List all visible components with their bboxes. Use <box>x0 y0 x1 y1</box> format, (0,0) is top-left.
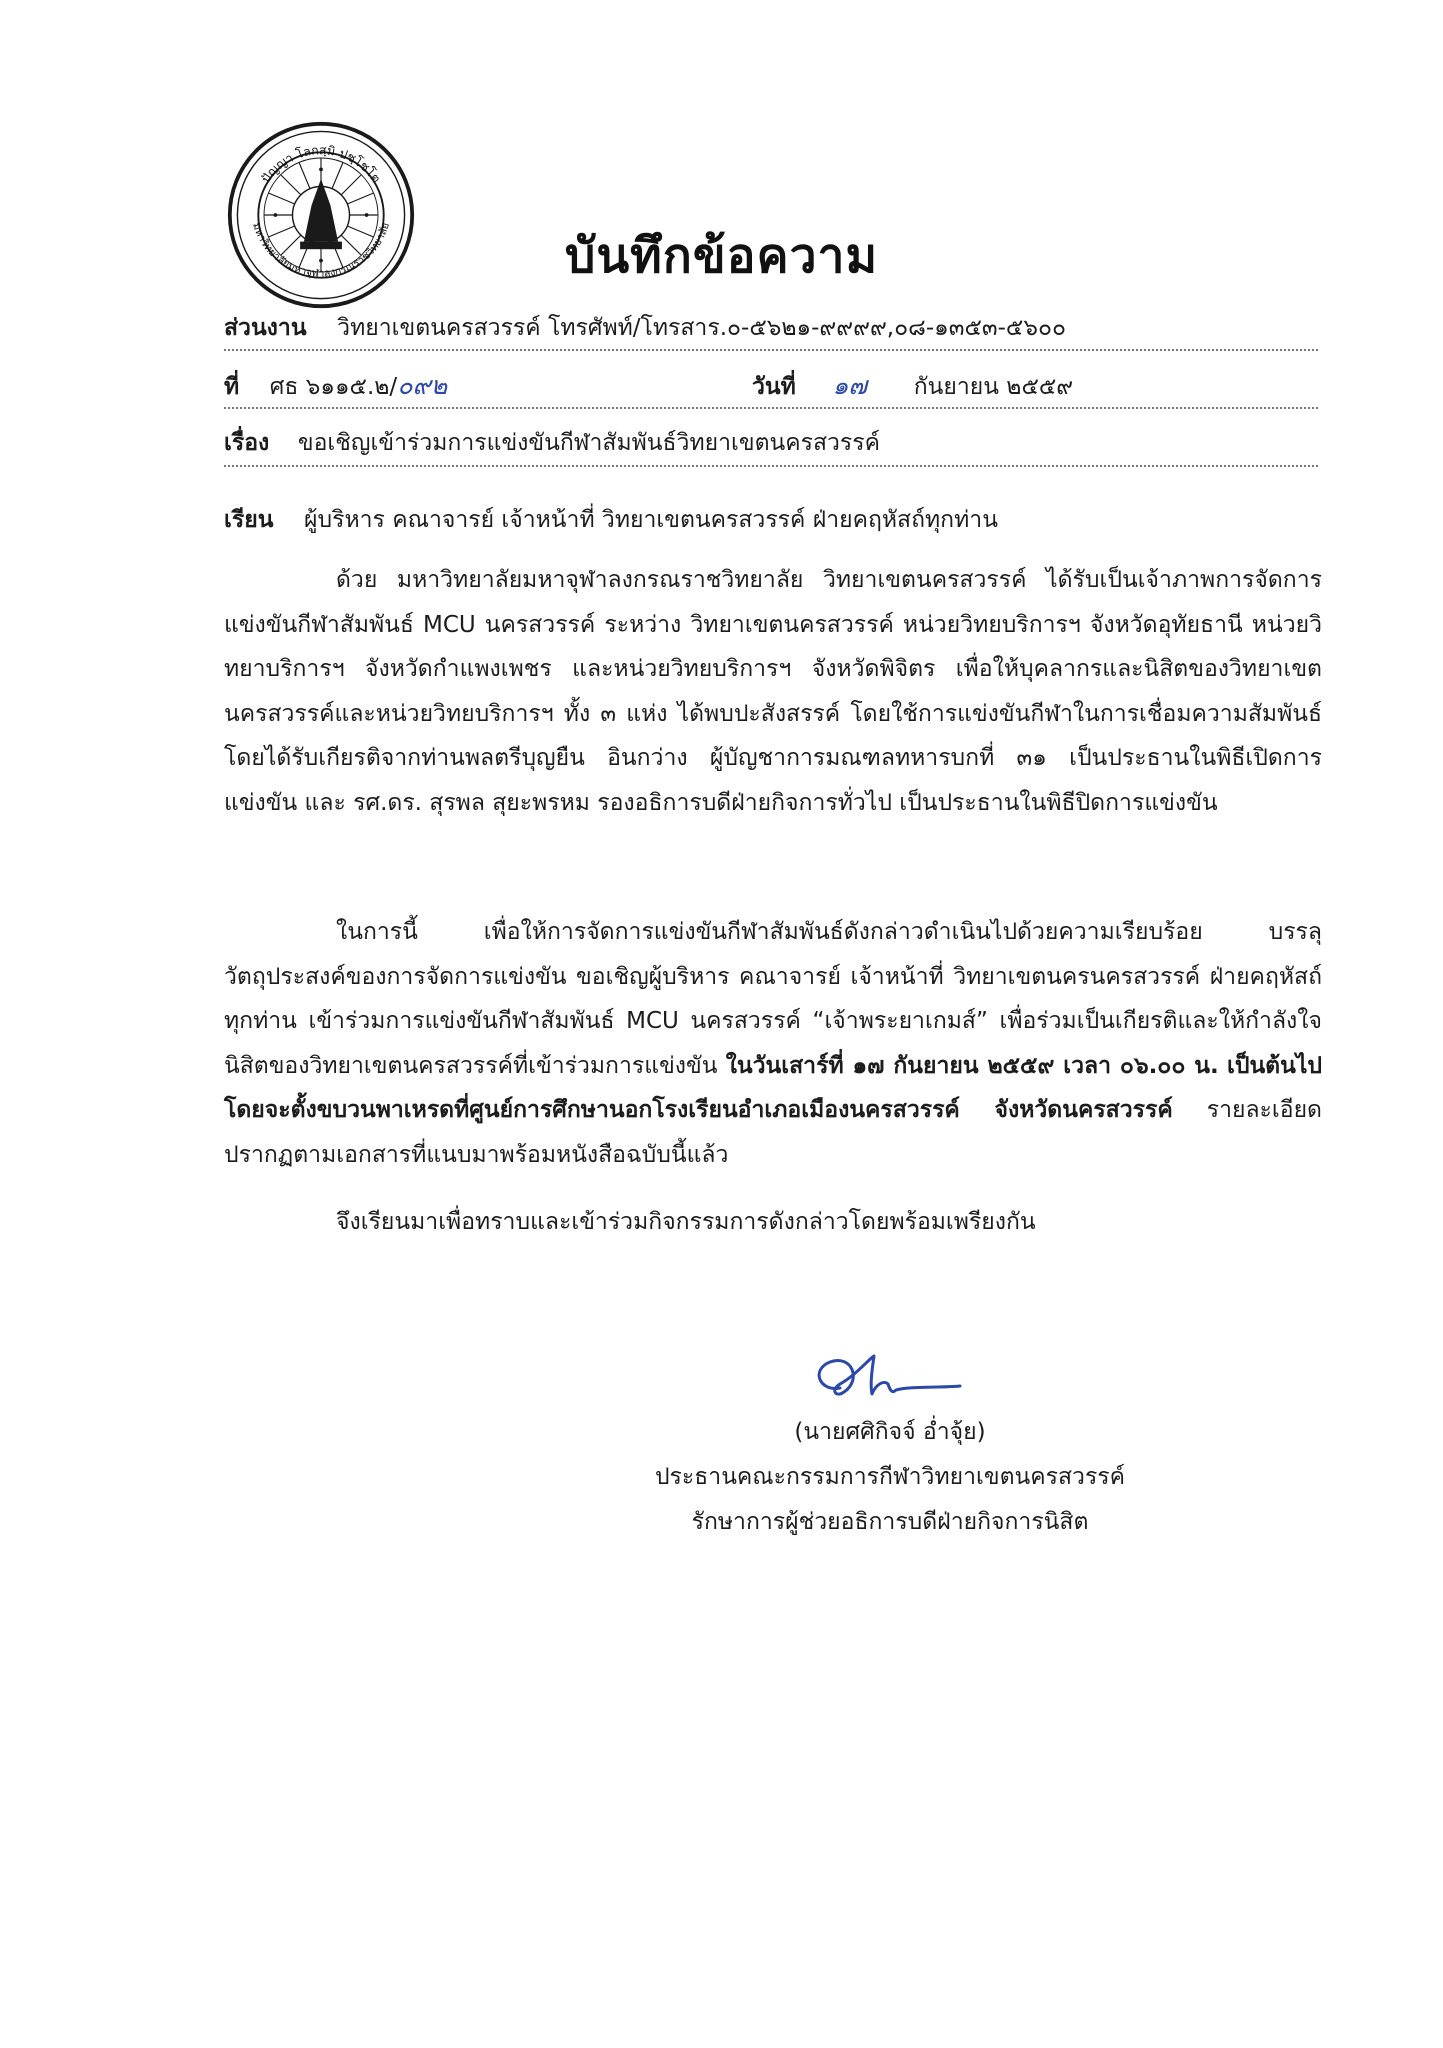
body-paragraph-2-closing: รายละเอียดปรากฏตามเอกสารที่แนบมาพร้อมหนังสือฉบับนี้แล้ว <box>224 1097 1322 1168</box>
ref-handwritten-number: ๐๙๒ <box>397 371 448 400</box>
event-date-time: ในวันเสาร์ที่ ๑๗ กันยายน ๒๕๕๙ เวลา ๐๖.๐๐ น. <box>725 1052 1219 1079</box>
memo-title: บันทึกข้อความ <box>564 228 879 284</box>
ref-number: ศธ ๖๑๑๕.๒/ <box>269 374 398 400</box>
date-row <box>752 366 1152 406</box>
signer-name: (นายศศิกิจจ์ อ่ำจุ้ย) <box>794 1419 986 1445</box>
ref-label: ที่ <box>224 374 240 400</box>
subject-value: ขอเชิญเข้าร่วมการแข่งขันกีฬาสัมพันธ์วิทยาเขตนครสวรรค์ <box>297 430 881 456</box>
subject-rule <box>224 465 1318 467</box>
body-paragraph-2 <box>224 910 1322 1177</box>
addressee-label: เรียน <box>224 507 274 533</box>
handwritten-signature <box>800 1340 980 1420</box>
unit-rule <box>224 349 1318 351</box>
signer-position-1: ประธานคณะกรรมการกีฬาวิทยาเขตนครสวรรค์ <box>654 1464 1126 1490</box>
body-paragraph-2-text: ในการนี้ เพื่อให้การจัดการแข่งขันกีฬาสัมพันธ์ดังกล่าวดำเนินไปด้วยความเรียบร้อย บรรลุวัตถุประสงค์ของการจัดการแข่งขัน ขอเชิญผู้บริหาร คณาจารย์ เจ้าหน้าที่ วิทยาเขตนครนครสวรรค์ ฝ่ายคฤหัสถ์ ทุกท่าน เข้าร่วมการแข่งขันกีฬาสัมพันธ์ MCU นครสวรรค์ “เจ้าพระยาเกมส์” เพื่อร่วมเป็นเกียรติและให้กำลังใจนิสิตของวิทยาเขตนครสวรรค์ที่เข้าร่วมการแข่งขัน <box>224 919 1322 1079</box>
date-month-year: กันยายน ๒๕๕๙ <box>913 374 1074 400</box>
date-handwritten-day: ๑๗ <box>832 371 868 400</box>
body-paragraph-3 <box>224 1200 1322 1245</box>
unit-row <box>224 310 1318 346</box>
unit-value: วิทยาเขตนครสวรรค์ โทรศัพท์/โทรสาร.๐-๕๖๒๑-๙๙๙๙,๐๘-๑๓๕๓-๕๖๐๐ <box>337 315 1067 341</box>
seal-ring-text: มหาวิทยาลัยมหาจุฬาลงกรณราชวิทยาลัย <box>250 221 392 280</box>
subject-row <box>224 425 1318 461</box>
body-paragraph-1-text: ด้วย มหาวิทยาลัยมหาจุฬาลงกรณราชวิทยาลัย วิทยาเขตนครสวรรค์ ได้รับเป็นเจ้าภาพการจัดการแข่งขันกีฬาสัมพันธ์ MCU นครสวรรค์ ระหว่าง วิทยาเขตนครสวรรค์ หน่วยวิทยบริการฯ จังหวัดอุทัยธานี หน่วยวิทยาบริการฯ จังหวัดกำแพงเพชร และหน่วยวิทยบริการฯ จังหวัดพิจิตร เพื่อให้บุคลากรและนิสิตของวิทยาเขตนครสวรรค์และหน่วยวิทยบริการฯ ทั้ง ๓ แห่ง ได้พบปะสังสรรค์ โดยใช้การแข่งขันกีฬาในการเชื่อมความสัมพันธ์ โดยได้รับเกียรติจากท่านพลตรีบุญยืน อินกว่าง ผู้บัญชาการมณฑลทหารบกที่ ๓๑ เป็นประธานในพิธีเปิดการแข่งขัน และ รศ.ดร. สุรพล สุยะพรหม รองอธิการบดีฝ่ายกิจการทั่วไป เป็นประธานในพิธีปิดการแข่งขัน <box>224 567 1322 816</box>
body-paragraph-3-text: จึงเรียนมาเพื่อทราบและเข้าร่วมกิจกรรมการดังกล่าวโดยพร้อมเพรียงกัน <box>336 1209 1036 1235</box>
subject-label: เรื่อง <box>224 430 270 456</box>
parade-location: เป็นต้นไป โดยจะตั้งขบวนพาเหรดที่ศูนย์การศึกษานอกโรงเรียนอำเภอเมืองนครสวรรค์ จังหวัดนครสวรรค์ <box>224 1052 1323 1123</box>
addressee-value: ผู้บริหาร คณาจารย์ เจ้าหน้าที่ วิทยาเขตนครสวรรค์ ฝ่ายคฤหัสถ์ทุกท่าน <box>304 507 998 533</box>
seal-motto: ปัญญา โลกสฺมิ ปชฺโชโต <box>258 143 384 186</box>
signer-position-2: รักษาการผู้ช่วยอธิการบดีฝ่ายกิจการนิสิต <box>691 1509 1089 1535</box>
unit-label: ส่วนงาน <box>224 315 307 341</box>
date-label: วันที่ <box>752 374 796 400</box>
body-paragraph-2-spacer <box>1219 1053 1227 1079</box>
reference-rule <box>224 407 1318 409</box>
addressee-row <box>224 502 1318 538</box>
body-paragraph-1 <box>224 558 1322 825</box>
